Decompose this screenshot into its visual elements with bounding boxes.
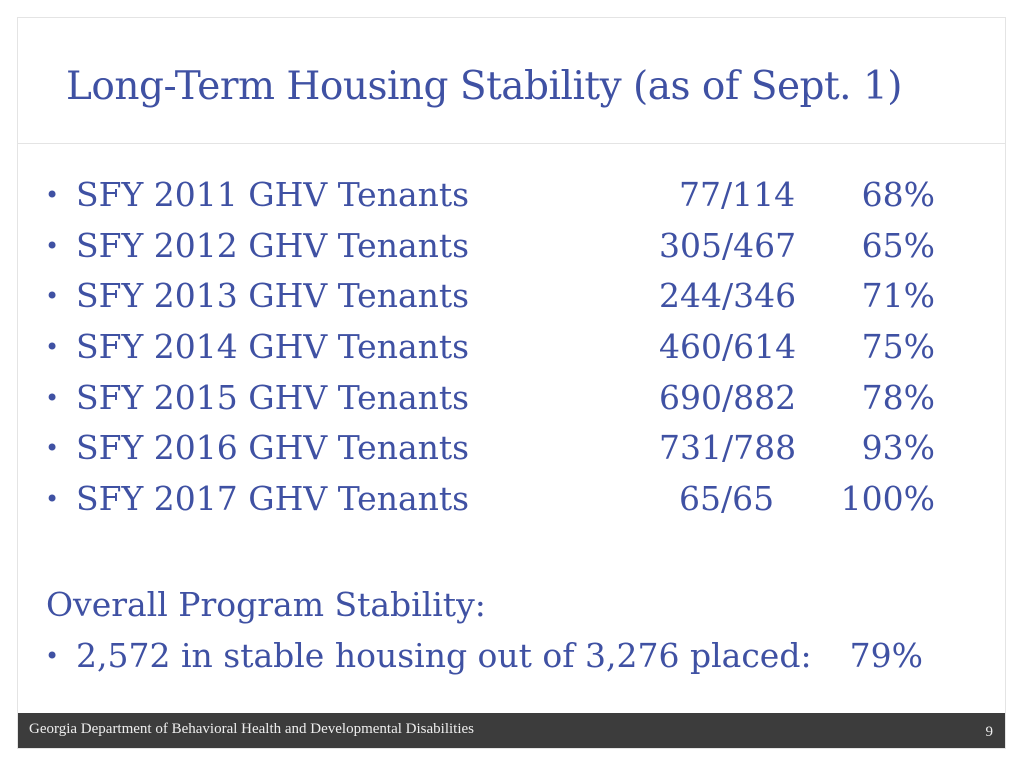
list-item xyxy=(18,170,1005,221)
list-item xyxy=(18,373,1005,424)
tenant-stats-list xyxy=(18,170,1005,525)
list-item xyxy=(18,271,1005,322)
bullet-icon: • xyxy=(45,333,60,362)
list-item xyxy=(18,423,1005,474)
row-label: SFY 2011 GHV Tenants xyxy=(76,175,470,214)
page-number: 9 xyxy=(985,724,993,740)
list-item xyxy=(18,322,1005,373)
slide-title: Long-Term Housing Stability (as of Sept. 1) xyxy=(66,64,902,109)
row-fraction: 65/65 xyxy=(679,479,775,519)
row-fraction: 244/346 xyxy=(659,276,797,316)
row-fraction: 305/467 xyxy=(659,225,797,265)
row-label: SFY 2016 GHV Tenants xyxy=(76,428,470,468)
row-percent: 78% xyxy=(861,377,935,417)
bullet-icon: • xyxy=(45,642,60,670)
row-label: SFY 2012 GHV Tenants xyxy=(76,225,470,265)
row-label: SFY 2015 GHV Tenants xyxy=(76,377,470,417)
row-fraction: 690/882 xyxy=(659,377,797,417)
overall-summary xyxy=(18,631,1005,681)
bullet-icon: • xyxy=(45,181,60,209)
row-percent: 75% xyxy=(861,327,935,367)
footer-organization: Georgia Department of Behavioral Health and Developmental Disabilities xyxy=(29,721,474,737)
row-fraction: 77/114 xyxy=(679,175,796,214)
row-percent: 93% xyxy=(861,428,935,468)
overall-heading: Overall Program Stability: xyxy=(46,585,486,624)
footer-bar xyxy=(18,713,1005,748)
row-percent: 68% xyxy=(861,175,935,214)
title-band xyxy=(18,18,1005,144)
bullet-icon: • xyxy=(45,282,60,311)
bullet-icon: • xyxy=(45,434,60,463)
list-item xyxy=(18,474,1005,525)
bullet-icon: • xyxy=(45,485,60,514)
row-fraction: 731/788 xyxy=(659,428,797,468)
row-fraction: 460/614 xyxy=(659,327,797,367)
overall-text: 2,572 in stable housing out of 3,276 placed: xyxy=(76,636,812,675)
row-label: SFY 2013 GHV Tenants xyxy=(76,276,470,316)
list-item xyxy=(18,221,1005,272)
row-label: SFY 2017 GHV Tenants xyxy=(76,479,470,519)
row-percent: 71% xyxy=(861,276,935,316)
overall-percent: 79% xyxy=(849,636,923,675)
row-percent: 100% xyxy=(840,479,935,519)
bullet-icon: • xyxy=(45,231,60,260)
row-percent: 65% xyxy=(861,225,935,265)
bullet-icon: • xyxy=(45,383,60,412)
slide xyxy=(17,17,1006,749)
row-label: SFY 2014 GHV Tenants xyxy=(76,327,470,367)
